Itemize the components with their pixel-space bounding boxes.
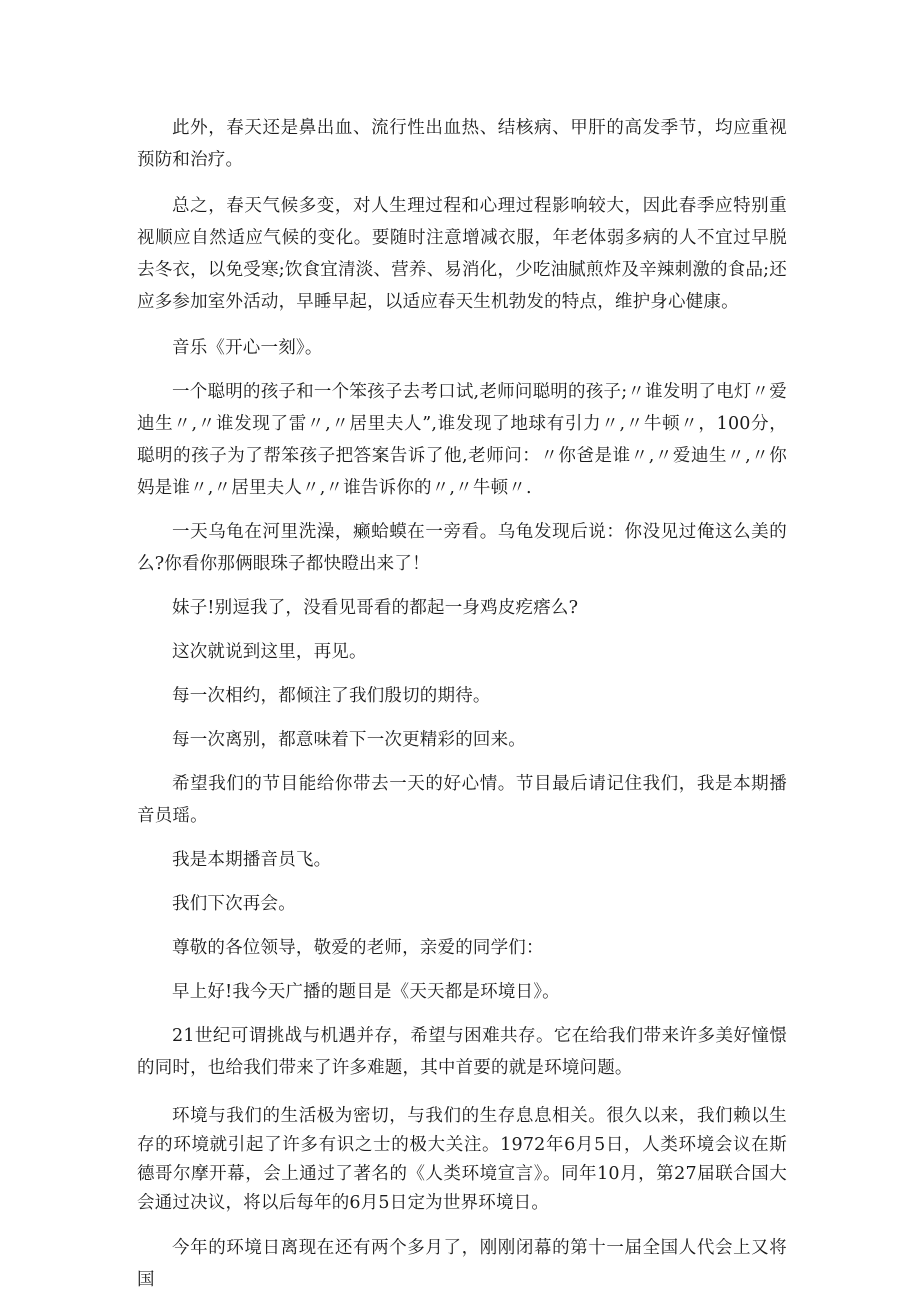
paragraph-every-parting: 每一次离别，都意味着下一次更精彩的回来。 bbox=[172, 730, 526, 750]
paragraph-spring-diseases: 此外，春天还是鼻出血、流行性出血热、结核病、甲肝的高发季节，均应重视预防和治疗。 bbox=[137, 118, 787, 170]
paragraph-music-title: 音乐《开心一刻》。 bbox=[172, 338, 323, 358]
paragraph-goodbye: 这次就说到这里，再见。 bbox=[172, 642, 367, 662]
paragraph-good-mood: 希望我们的节目能给你带去一天的好心情。节目最后请记住我们，我是本期播音员瑶。 bbox=[137, 774, 787, 826]
paragraph-broadcast-topic: 早上好!我今天广播的题目是《天天都是环境日》。 bbox=[172, 982, 560, 1002]
document-page bbox=[137, 112, 787, 1296]
paragraph-see-you: 我们下次再会。 bbox=[172, 894, 296, 914]
paragraph-spring-health-summary: 总之，春天气候多变，对人生理过程和心理过程影响较大，因此春季应特别重视顺应自然适应气候的变化。要随时注意增减衣服，年老体弱多病的人不宜过早脱去冬衣，以免受寒;饮食宜清淡、营养、易消化，少吃油腻煎炸及辛辣刺激的食品;还应多参加室外活动，早睡早起，以适应春天生机勃发的特点，维护身心健康。 bbox=[137, 196, 787, 312]
paragraph-announcer-fei: 我是本期播音员飞。 bbox=[172, 850, 332, 870]
paragraph-sister-joke: 妹子!别逗我了，没看见哥看的都起一身鸡皮疙瘩么? bbox=[172, 598, 579, 618]
paragraph-smart-child-joke: 一个聪明的孩子和一个笨孩子去考口试,老师问聪明的孩子;〃谁发明了电灯〃爱迪生〃,〃谁发现了雷〃,〃居里夫人”,谁发现了地球有引力〃,〃牛顿〃，100分，聪明的孩子为了帮笨孩子把答案告诉了他,老师问：〃你爸是谁〃,〃爱迪生〃,〃你妈是谁〃,〃居里夫人〃,〃谁告诉你的〃,〃牛顿〃. bbox=[137, 382, 787, 498]
paragraph-this-year-environment-day: 今年的环境日离现在还有两个多月了，刚刚闭幕的第十一届全国人代会上又将国 bbox=[137, 1238, 787, 1290]
paragraph-greeting: 尊敬的各位领导，敬爱的老师，亲爱的同学们： bbox=[172, 938, 544, 958]
paragraph-every-meeting: 每一次相约，都倾注了我们殷切的期待。 bbox=[172, 686, 491, 706]
paragraph-21st-century: 21世纪可谓挑战与机遇并存，希望与困难共存。它在给我们带来许多美好憧憬的同时，也给我们带来了许多难题，其中首要的就是环境问题。 bbox=[137, 1026, 787, 1078]
paragraph-environment-day-history: 环境与我们的生活极为密切，与我们的生存息息相关。很久以来，我们赖以生存的环境就引起了许多有识之士的极大关注。1972年6月5日，人类环境会议在斯德哥尔摩开幕，会上通过了著名的《人类环境宣言》。同年10月，第27届联合国大会通过决议，将以后每年的6月5日定为世界环境日。 bbox=[137, 1106, 787, 1213]
paragraph-turtle-joke: 一天乌龟在河里洗澡，癞蛤蟆在一旁看。乌龟发现后说：你没见过俺这么美的么?你看你那俩眼珠子都快瞪出来了！ bbox=[137, 522, 787, 574]
